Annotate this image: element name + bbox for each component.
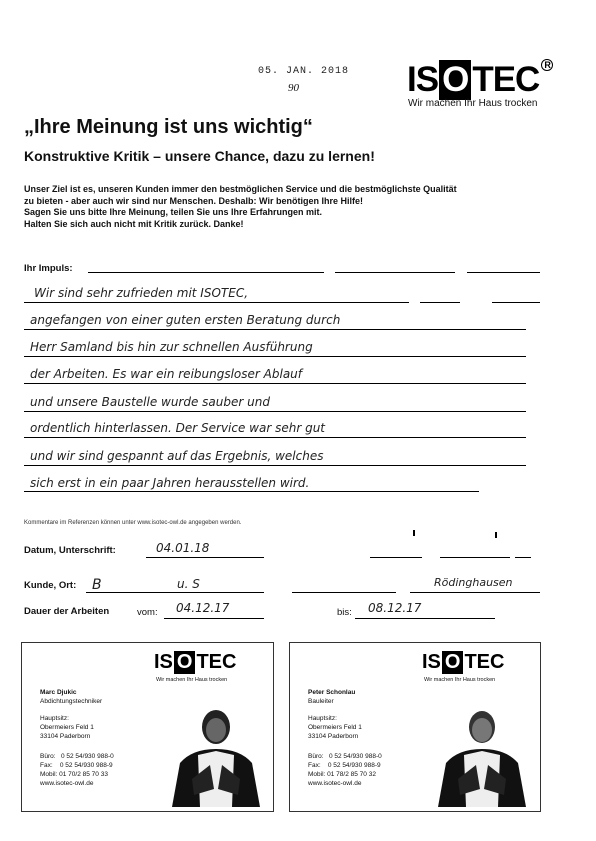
received-stamp: 05. JAN. 2018 — [258, 66, 350, 77]
feedback-line-2: angefangen von einer guten ersten Beratung durch — [30, 313, 341, 327]
card-street: Obermeiers Feld 1 — [40, 724, 94, 731]
card-name: Peter Schonlau — [308, 689, 356, 696]
card-role: Bauleiter — [308, 698, 334, 705]
intro-text: Unser Ziel ist es, unseren Kunden immer den bestmöglichen Service und die bestmöglichste Qualität zu bieten - aber auch wir sind nur Menschen. Deshalb: Wir benötigen Ihre Hilfe! Sagen Sie uns bitte Ihre Meinung, teilen Sie uns Ihre Erfahrungen mit. Halten Sie sich auch nicht mit Kritik zurück. Danke! — [24, 184, 457, 229]
feedback-line-4: der Arbeiten. Es war ein reibungsloser Ablauf — [30, 367, 302, 381]
date-value: 04.01.18 — [156, 541, 210, 555]
customer-extra: u. S — [177, 577, 200, 591]
employee-photo — [162, 699, 270, 807]
card-mobile: Mobil: 01 70/2 85 70 33 — [40, 771, 108, 778]
card-address-label: Hauptsitz: — [308, 715, 337, 722]
business-card-djukic — [21, 642, 274, 812]
brand-slogan: Wir machen Ihr Haus trocken — [408, 98, 538, 109]
card-slogan: Wir machen Ihr Haus trocken — [156, 677, 228, 683]
employee-photo — [428, 699, 536, 807]
isotec-logo: IS O TEC $^R$ — [407, 60, 553, 100]
card-fax: Fax: 0 52 54/930 988-9 — [40, 762, 113, 769]
feedback-line-5: und unsere Baustelle wurde sauber und — [30, 395, 270, 409]
isotec-logo: IS O TEC — [422, 651, 505, 673]
reference-note: Kommentare im Referenzen können unter www.isotec-owl.de angegeben werden. — [24, 520, 242, 526]
card-fax: Fax: 0 52 54/930 988-9 — [308, 762, 381, 769]
feedback-line-3: Herr Samland bis hin zur schnellen Ausführung — [30, 340, 313, 354]
customer-label: Kunde, Ort: — [24, 580, 77, 591]
feedback-line-7: und wir sind gespannt auf das Ergebnis, welches — [30, 449, 324, 463]
card-phone: Büro: 0 52 54/930 988-0 — [40, 753, 114, 760]
card-city: 33104 Paderborn — [308, 733, 359, 740]
impulse-label: Ihr Impuls: — [24, 263, 73, 274]
business-card-schonlau — [289, 642, 541, 812]
duration-label: Dauer der Arbeiten — [24, 606, 110, 617]
from-value: 04.12.17 — [176, 601, 230, 615]
card-street: Obermeiers Feld 1 — [308, 724, 362, 731]
feedback-line-1: Wir sind sehr zufrieden mit ISOTEC, — [34, 286, 249, 300]
card-address-label: Hauptsitz: — [40, 715, 69, 722]
customer-value: B — [92, 577, 102, 593]
card-city: 33104 Paderborn — [40, 733, 91, 740]
customer-city: Rödinghausen — [434, 576, 513, 589]
stamp-note: 90 — [288, 82, 299, 94]
page-title: „Ihre Meinung ist uns wichtig“ — [24, 116, 313, 138]
to-value: 08.12.17 — [368, 601, 422, 615]
card-web: www.isotec-owl.de — [40, 780, 94, 787]
card-mobile: Mobil: 01 78/2 85 70 32 — [308, 771, 376, 778]
card-name: Marc Djukic — [40, 689, 77, 696]
to-label: bis: — [337, 607, 352, 618]
card-web: www.isotec-owl.de — [308, 780, 362, 787]
card-role: Abdichtungstechniker — [40, 698, 103, 705]
feedback-line-6: ordentlich hinterlassen. Der Service war sehr gut — [30, 421, 326, 435]
feedback-line-8: sich erst in ein paar Jahren herausstellen wird. — [30, 476, 310, 490]
from-label: vom: — [137, 607, 158, 618]
card-phone: Büro: 0 52 54/930 988-0 — [308, 753, 382, 760]
date-label: Datum, Unterschrift: — [24, 545, 116, 556]
card-slogan: Wir machen Ihr Haus trocken — [424, 677, 496, 683]
isotec-logo: IS O TEC — [154, 651, 237, 673]
page-subtitle: Konstruktive Kritik – unsere Chance, dazu zu lernen! — [24, 148, 375, 164]
